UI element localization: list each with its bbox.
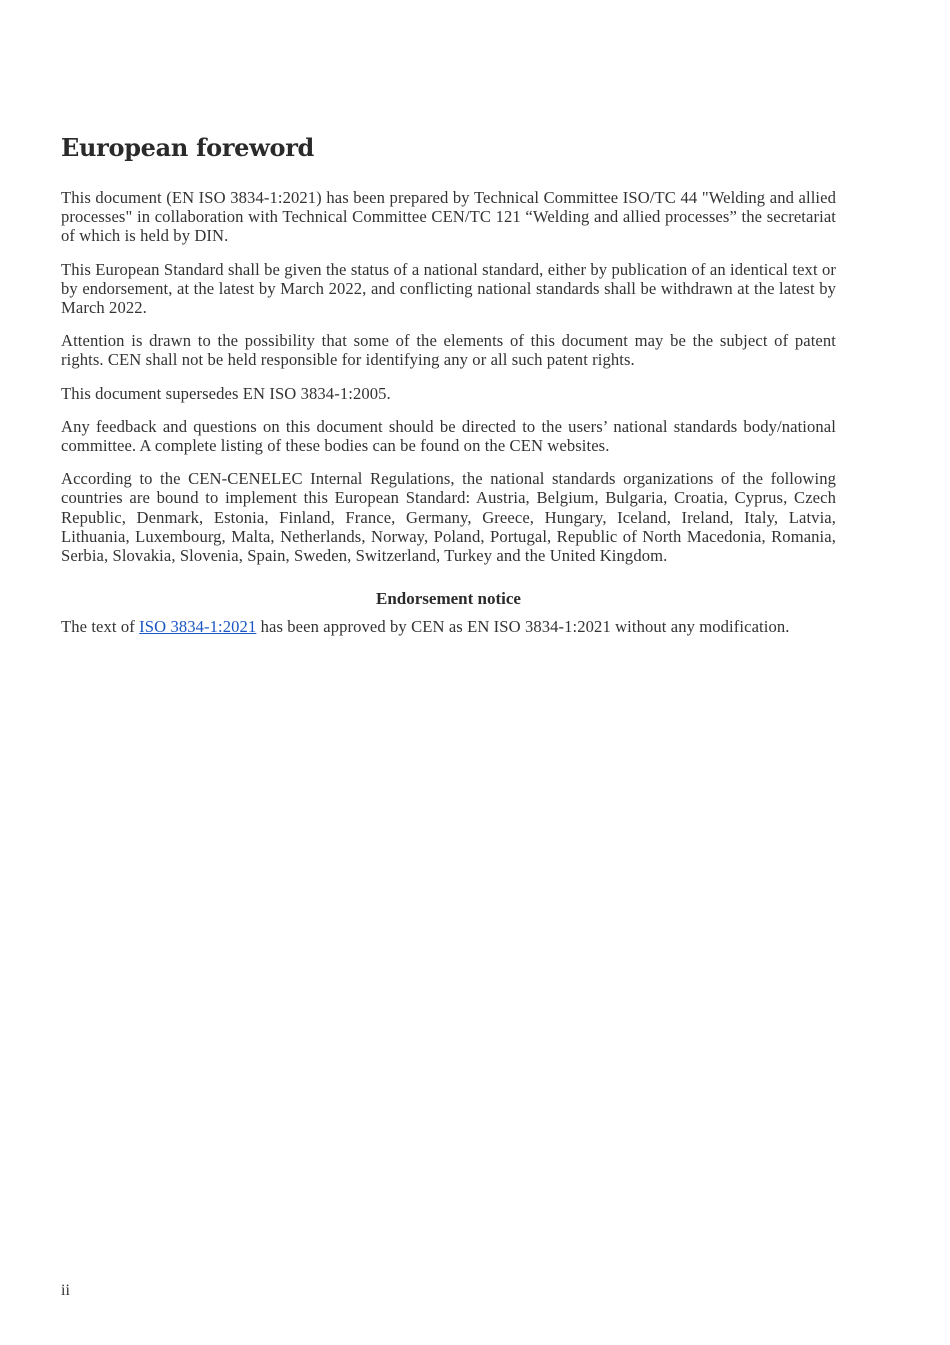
paragraph-supersedes: This document supersedes EN ISO 3834-1:2005. [61, 383, 391, 403]
page-title: European foreword [61, 133, 315, 162]
foreword-body [61, 188, 836, 636]
iso-standard-link[interactable]: ISO 3834-1:2021 [139, 617, 257, 637]
paragraph-regulations: According to the CEN-CENELEC Internal Regulations, the national standards organizations of the following countries are bound to implement this European Standard: Austria, Belgium, Bulgaria, Croatia, Cyprus, Czech Republic, Denmark, Estonia, Finland, France, Germany, Greece, Hungary, Iceland, Ireland, Italy, Latvia, Lithuania, Luxembourg, Malta, Netherlands, Norway, Poland, Portugal, Republic of North Macedonia, Romania, Serbia, Slovakia, Slovenia, Spain, Sweden, Switzerland, Turkey and the United Kingdom. [61, 469, 836, 566]
endorsement-text [61, 617, 836, 636]
paragraph-status: This European Standard shall be given the status of a national standard, either by publication of an identical text or by endorsement, at the latest by March 2022, and conflicting national standards shall be withdrawn at the latest by March 2022. [61, 259, 836, 318]
page-number: ii [61, 1282, 70, 1299]
paragraph-preparation: This document (EN ISO 3834-1:2021) has been prepared by Technical Committee ISO/TC 44 "Welding and allied processes" in collaboration with Technical Committee CEN/TC 121 “Welding and allied processes” the secretariat of which is held by DIN. [61, 188, 836, 246]
endorsement-heading: Endorsement notice [376, 589, 521, 609]
endorsement-text-after: has been approved by CEN as EN ISO 3834-1:2021 without any modification. [256, 617, 790, 637]
paragraph-patent-rights: Attention is drawn to the possibility that some of the elements of this document may be the subject of patent rights. CEN shall not be held responsible for identifying any or all such patent rights. [61, 331, 836, 370]
paragraph-feedback: Any feedback and questions on this document should be directed to the users’ national standards body/national committee. A complete listing of these bodies can be found on the CEN websites. [61, 416, 836, 456]
endorsement-text-before: The text of [61, 617, 140, 637]
